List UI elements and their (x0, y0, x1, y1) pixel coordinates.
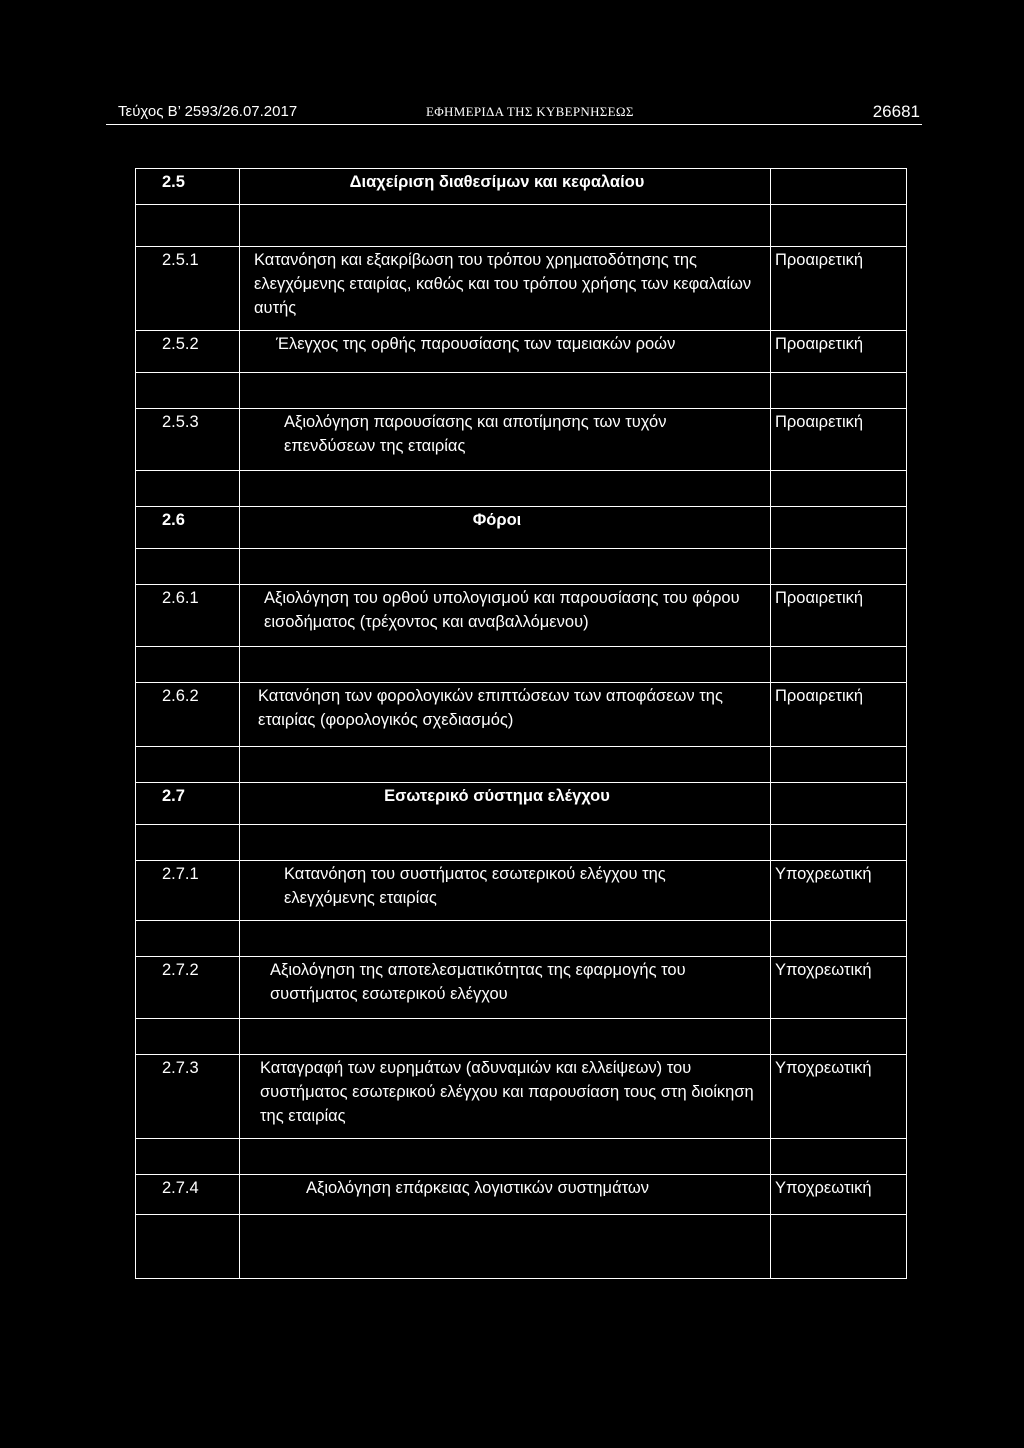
item-status (771, 1215, 907, 1279)
description-text: Αξιολόγηση επάρκειας λογιστικών συστημάτων (306, 1179, 650, 1197)
item-status (771, 373, 907, 409)
spacer-row (136, 825, 907, 861)
item-description (240, 825, 771, 861)
item-description (240, 647, 771, 683)
gazette-title: ΕΦΗΜΕΡΙΔΑ ΤΗΣ ΚΥΒΕΡΝΗΣΕΩΣ (426, 104, 634, 119)
item-description (240, 373, 771, 409)
spacer-row (136, 647, 907, 683)
spacer-row (136, 1019, 907, 1055)
item-number: 2.7.3 (136, 1055, 240, 1139)
item-number: 2.5.3 (136, 409, 240, 471)
item-number: 2.6.1 (136, 585, 240, 647)
item-description (240, 1175, 771, 1215)
spacer-row (136, 471, 907, 507)
item-description (240, 549, 771, 585)
item-description (240, 247, 771, 331)
item-number: 2.7.1 (136, 861, 240, 921)
spacer-row (136, 373, 907, 409)
item-description (240, 1019, 771, 1055)
item-description (240, 921, 771, 957)
item-status (771, 647, 907, 683)
item-number: 2.5.2 (136, 331, 240, 373)
item-number: 2.5 (136, 169, 240, 205)
table-body (136, 169, 907, 1279)
item-number (136, 373, 240, 409)
item-status (771, 921, 907, 957)
item-description (240, 471, 771, 507)
description-text: Φόροι (472, 511, 522, 529)
table-row (136, 331, 907, 373)
item-description (240, 747, 771, 783)
item-status: Προαιρετική (771, 683, 907, 747)
description-text: Έλεγχος της ορθής παρουσίασης των ταμειακών ροών (276, 335, 676, 353)
item-status (771, 169, 907, 205)
item-description (240, 507, 771, 549)
spacer-row (136, 549, 907, 585)
item-status (771, 747, 907, 783)
item-status (771, 549, 907, 585)
description-text: Καταγραφή των ευρημάτων (αδυναμιών και ελλείψεων) του συστήματος εσωτερικού ελέγχου και παρουσίαση τους στη διοίκηση της εταιρίας (260, 1059, 754, 1125)
section-row (136, 783, 907, 825)
item-description (240, 1139, 771, 1175)
item-number (136, 825, 240, 861)
page-number: 26681 (872, 102, 920, 121)
spacer-row (136, 205, 907, 247)
item-description (240, 205, 771, 247)
table-row (136, 861, 907, 921)
item-status (771, 205, 907, 247)
description-text: Αξιολόγηση παρουσίασης και αποτίμησης των τυχόν επενδύσεων της εταιρίας (284, 413, 667, 455)
audit-procedures-table (135, 168, 907, 1279)
spacer-row (136, 921, 907, 957)
item-status: Προαιρετική (771, 331, 907, 373)
item-status (771, 507, 907, 549)
spacer-row (136, 1139, 907, 1175)
table-row (136, 409, 907, 471)
table-row (136, 1175, 907, 1215)
item-description (240, 585, 771, 647)
item-description (240, 783, 771, 825)
table-row (136, 247, 907, 331)
item-number: 2.7 (136, 783, 240, 825)
item-number (136, 647, 240, 683)
description-text: Αξιολόγηση του ορθού υπολογισμού και παρουσίασης του φόρου εισοδήματος (τρέχοντος και αναβαλλόμενου) (264, 589, 740, 631)
item-description (240, 331, 771, 373)
description-text: Αξιολόγηση της αποτελεσματικότητας της εφαρμογής του συστήματος εσωτερικού ελέγχου (270, 961, 686, 1003)
section-row (136, 507, 907, 549)
item-number: 2.6 (136, 507, 240, 549)
item-status (771, 471, 907, 507)
description-text: Κατανόηση του συστήματος εσωτερικού ελέγχου της ελεγχόμενης εταιρίας (284, 865, 666, 907)
table-row (136, 585, 907, 647)
table-row (136, 957, 907, 1019)
section-row (136, 169, 907, 205)
page-header (106, 100, 922, 125)
item-status: Προαιρετική (771, 585, 907, 647)
item-status (771, 1139, 907, 1175)
description-text: Εσωτερικό σύστημα ελέγχου (384, 787, 610, 805)
item-description (240, 957, 771, 1019)
item-number: 2.6.2 (136, 683, 240, 747)
item-number (136, 1215, 240, 1279)
item-number (136, 1139, 240, 1175)
item-status: Υποχρεωτική (771, 1175, 907, 1215)
item-description (240, 1055, 771, 1139)
issue-reference: Τεύχος Β’ 2593/26.07.2017 (118, 103, 298, 120)
item-status: Υποχρεωτική (771, 957, 907, 1019)
item-number (136, 205, 240, 247)
spacer-row (136, 1215, 907, 1279)
item-number (136, 471, 240, 507)
description-text: Κατανόηση των φορολογικών επιπτώσεων των αποφάσεων της εταιρίας (φορολογικός σχεδιασμός) (258, 687, 723, 729)
item-number (136, 747, 240, 783)
item-number: 2.5.1 (136, 247, 240, 331)
item-description (240, 683, 771, 747)
item-description (240, 169, 771, 205)
table-row (136, 1055, 907, 1139)
item-number: 2.7.4 (136, 1175, 240, 1215)
item-status: Προαιρετική (771, 409, 907, 471)
item-description (240, 861, 771, 921)
item-number (136, 549, 240, 585)
item-number: 2.7.2 (136, 957, 240, 1019)
description-text: Κατανόηση και εξακρίβωση του τρόπου χρηματοδότησης της ελεγχόμενης εταιρίας, καθώς και του τρόπου χρήσης των κεφαλαίων αυτής (254, 251, 752, 317)
item-status: Προαιρετική (771, 247, 907, 331)
item-status (771, 783, 907, 825)
description-text: Διαχείριση διαθεσίμων και κεφαλαίου (349, 173, 645, 191)
item-number (136, 921, 240, 957)
table-row (136, 683, 907, 747)
item-status: Υποχρεωτική (771, 1055, 907, 1139)
item-status: Υποχρεωτική (771, 861, 907, 921)
item-description (240, 1215, 771, 1279)
item-number (136, 1019, 240, 1055)
item-description (240, 409, 771, 471)
item-status (771, 825, 907, 861)
item-status (771, 1019, 907, 1055)
spacer-row (136, 747, 907, 783)
